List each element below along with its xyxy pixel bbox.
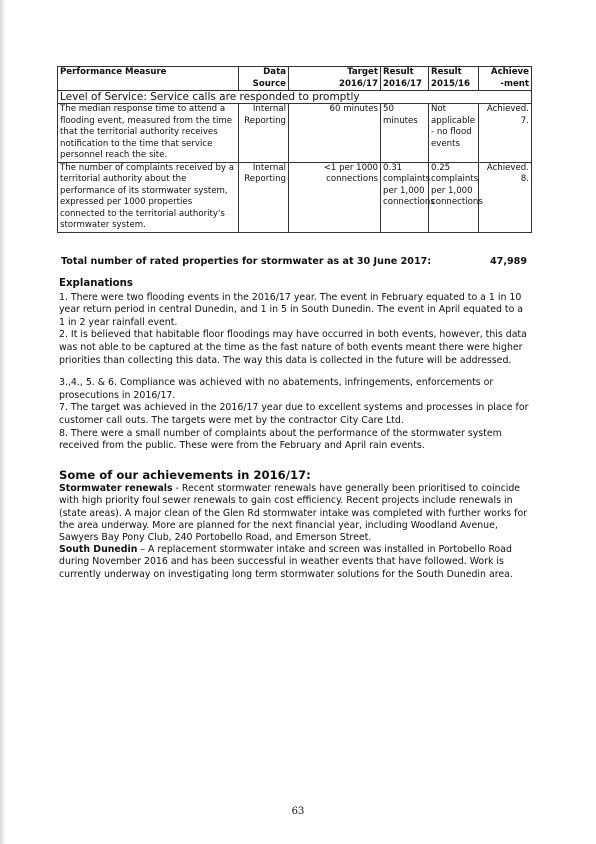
performance-table — [57, 66, 532, 233]
explanations-heading: Explanations — [59, 278, 133, 289]
page-number: 63 — [291, 806, 305, 817]
achievement-title: Stormwater renewals — [59, 483, 173, 495]
result-2015-16-cell: 0.25 complaints per 1,000 connections — [429, 162, 479, 232]
achievements-section — [59, 469, 531, 581]
result-2015-16-cell: Not applicable - no flood events — [429, 104, 479, 163]
total-value: 47,989 — [489, 256, 527, 267]
source-cell: Internal Reporting — [239, 104, 289, 163]
source-cell: Internal Reporting — [239, 162, 289, 232]
header-achievement: Achieve -ment — [479, 67, 532, 91]
table-row — [58, 104, 532, 163]
level-of-service-heading: Level of Service: Service calls are responded to promptly — [58, 91, 532, 104]
total-rated-properties — [61, 256, 527, 267]
table-row — [58, 162, 532, 232]
achievements-heading: Some of our achievements in 2016/17: — [59, 468, 311, 482]
achievement-item — [59, 544, 531, 581]
total-label: Total number of rated properties for stormwater as at 30 June 2017: — [61, 256, 432, 267]
explanations-section — [59, 278, 531, 453]
result-2016-17-cell: 50 minutes — [381, 104, 429, 163]
achievement-item — [59, 483, 531, 544]
achievement-cell: Achieved. 8. — [479, 162, 532, 232]
achievement-cell: Achieved. 7. — [479, 104, 532, 163]
result-2016-17-cell: 0.31 complaints per 1,000 connections — [381, 162, 429, 232]
header-measure: Performance Measure — [58, 67, 239, 91]
achievement-title: South Dunedin — [59, 544, 138, 556]
explanation-item: 1. There were two flooding events in the 2016/17 year. The event in February equated to a 1 in 10 year return period in central Dunedin, and 1 in 5 in South Dunedin. The event in April equated to a 1 in 2 year rainfall event. — [59, 291, 524, 328]
explanation-item: 8. There were a small number of complaints about the performance of the stormwater system received from the public. These were from the February and April rain events. — [59, 427, 502, 452]
explanation-item: 7. The target was achieved in the 2016/17 year due to excellent systems and processes in place for customer call outs. The targets were met by the contractor City Care Ltd. — [59, 402, 529, 426]
header-result-2016-17: Result 2016/17 — [381, 67, 429, 91]
table-header-row — [58, 67, 532, 91]
measure-cell: The median response time to attend a flooding event, measured from the time that the territorial authority receives notification to the time that service personnel reach the site. — [58, 104, 239, 163]
header-result-2015-16: Result 2015/16 — [429, 67, 479, 91]
header-data-source: Data Source — [239, 67, 289, 91]
achievement-text: - Recent stormwater renewals have generally been prioritised to coincide with high priority foul sewer renewals to gain cost efficiency. Recent projects include renewals in (state areas). A major clean of the Glen Rd stormwater intake was completed with further works for the area underway. More are planned for the next financial year, including Woodland Avenue, Sawyers Bay Pony Club, 240 Portobello Road, and Emerson Street. — [59, 483, 528, 544]
explanation-item: 3.,4., 5. & 6. Compliance was achieved with no abatements, infringements, enforcements or prosecutions in 2016/17. — [59, 377, 494, 401]
header-target: Target 2016/17 — [289, 67, 381, 91]
measure-cell: The number of complaints received by a territorial authority about the performance of its stormwater system, expressed per 1000 properties connected to the territorial authority's stormwater system. — [58, 162, 239, 232]
target-cell: 60 minutes — [289, 104, 381, 163]
achievement-text: – A replacement stormwater intake and screen was installed in Portobello Road during November 2016 and has been successful in weather events that have followed. Work is currently underway on investigating long term stormwater solutions for the South Dunedin area. — [59, 544, 513, 580]
level-of-service-row — [58, 91, 532, 104]
target-cell: <1 per 1000 connections — [289, 162, 381, 232]
scan-shadow — [0, 0, 6, 844]
explanation-item: 2. It is believed that habitable floor floodings may have occurred in both events, however, this data was not able to be captured at the time as the fast nature of both events meant there were higher priorities than collecting this data. The way this data is collected in the future will be addressed. — [59, 329, 527, 366]
